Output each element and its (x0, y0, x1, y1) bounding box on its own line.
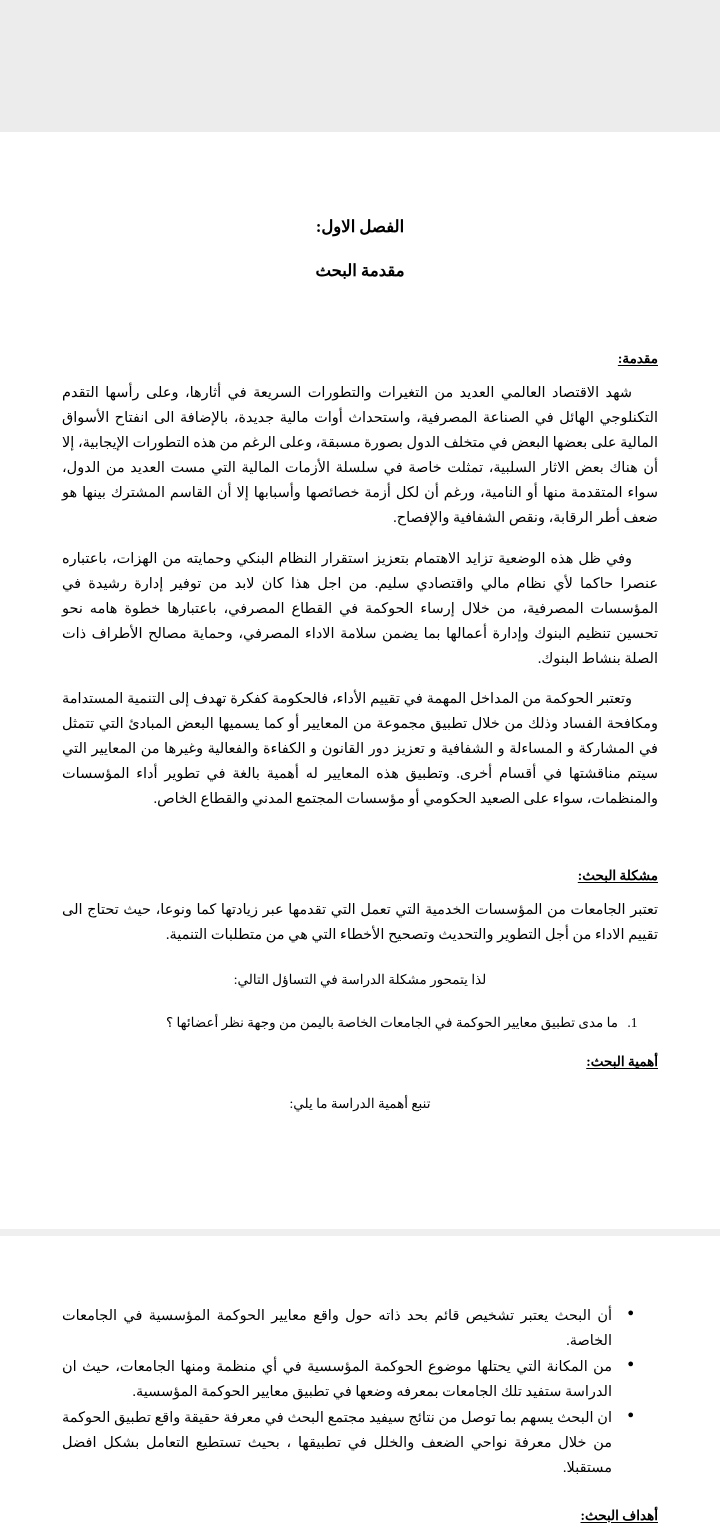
list-item: ● أن البحث يعتبر تشخيص قائم بحد ذاته حول واقع معايير الحوكمة المؤسسية في الجامعات الخاصة. (62, 1304, 634, 1354)
heading-research-importance: أهمية البحث: (586, 1054, 658, 1070)
list-item: 1. ما مدى تطبيق معايير الحوكمة في الجامعات الخاصة باليمن من وجهة نظر أعضائها ؟ (62, 1011, 624, 1034)
chapter-title-line: الفصل الاول: (315, 217, 405, 236)
document-page-2 (0, 1236, 720, 1522)
research-questions-list (62, 1011, 658, 1034)
list-item: ● من المكانة التي يحتلها موضوع الحوكمة المؤسسية في أي منظمة ومنها الجامعات، حيث ان الدراسة ستفيد تلك الجامعات بمعرفه وضعها في تطبيق معايير الحوكمة المؤسسية. (62, 1355, 634, 1405)
heading-research-problem: مشكلة البحث: (577, 868, 658, 884)
document-page-1 (0, 214, 720, 1229)
intro-paragraph-2: وفي ظل هذه الوضعية تزايد الاهتمام بتعزيز استقرار النظام البنكي وحمايته من الهزات، باعتباره عنصرا حاكما لأي نظام مالي واقتصادي سليم. من اجل هذا كان لابد من توفير إدارة رشيدة في المؤسسات المصرفية، من خلال إرساء الحوكمة في القطاع المصرفي، باعتبارها خطوة هامه نحو تحسين تنظيم البنوك وإدارة أعمالها بما يضمن سلامة الاداء المصرفي، وحماية مصالح الأطراف ذات الصلة بنشاط البنوك. (62, 550, 658, 667)
research-importance-lead: تنبع أهمية الدراسة ما يلي: (289, 1096, 431, 1112)
viewer-top-chrome (0, 0, 720, 132)
page-separator (0, 1229, 720, 1236)
heading-introduction: مقدمة: (617, 351, 658, 367)
research-importance-bullets (62, 1304, 658, 1481)
document-subtitle-line: مقدمة البحث (315, 260, 405, 280)
research-question-lead: لذا يتمحور مشكلة الدراسة في التساؤل التالي: (233, 972, 487, 987)
intro-paragraph-1: شهد الاقتصاد العالمي العديد من التغيرات والتطورات السريعة في أثارها، وعلى رأسها التقدم التكنلوجي الهائل في الصناعة المصرفية، واستحداث أوات مالية جديدة، بالإضافة الى انفتاح الأسواق المالية على بعضها البعض في متخلف الدول بصورة مسبقة، وعلى الرغم من هذه التطورات الإيجابية، إلا أن هناك بعض الاثار السلبية، تمثلت خاصة في سلسلة الأزمات المالية التي مست العديد من الدول، سواء المتقدمة منها أو النامية، ورغم أن لكل أزمة خصائصها وأسبابها إلا أن القاسم المشترك بينها هو ضعف أطر الرقابة، ونقص الشفافية والإفصاح. (62, 385, 658, 526)
research-problem-paragraph: تعتبر الجامعات من المؤسسات الخدمية التي تعمل التي تقدمها عبر زيادتها كما ونوعا، حيث تحتاج الى تقييم الاداء من أجل التطوير والتحديث وتصحيح الأخطاء التي هي من متطلبات التنمية. (62, 902, 658, 944)
heading-research-objectives: أهداف البحث: (580, 1507, 658, 1523)
intro-paragraph-3: وتعتبر الحوكمة من المداخل المهمة في تقييم الأداء، فالحكومة كفكرة تهدف إلى التنمية المستدامة ومكافحة الفساد وذلك من خلال تطبيق مجموعة من المعايير أو كما يسميها البعض المبادئ التي تتمثل في المشاركة و المساءلة و الشفافية و تعزيز دور القانون و الكفاءة والفعالية وغيرها من المعايير التي سيتم مناقشتها في أقسام أخرى. وتطبيق هذه المعايير له أهمية بالغة في تطوير أداء المؤسسات والمنظمات، سواء على الصعيد الحكومي أو مؤسسات المجتمع المدني والقطاع الخاص. (62, 691, 658, 808)
list-item: ● ان البحث يسهم بما توصل من نتائج سيفيد مجتمع البحث في معرفة حقيقة واقع تطبيق الحوكمة من خلال معرفة نواحي الضعف والخلل في تطبيقها ، بحيث تستطيع التعامل بشكل افضل مستقبلا. (62, 1406, 634, 1481)
